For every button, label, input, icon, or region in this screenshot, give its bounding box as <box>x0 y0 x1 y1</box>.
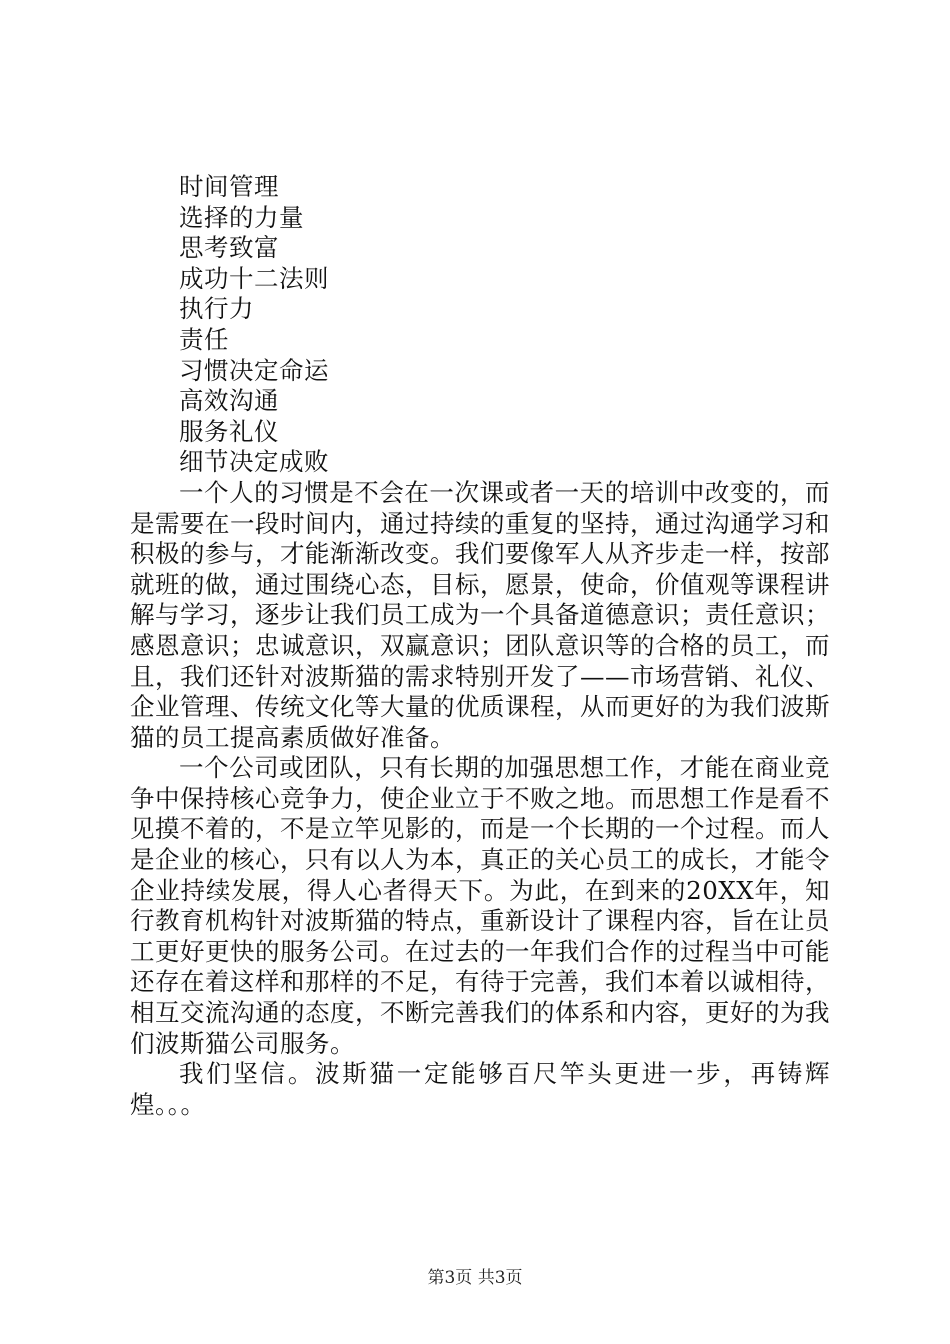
list-item: 服务礼仪 <box>179 416 279 446</box>
paragraph-company: 一个公司或团队，只有长期的加强思想工作，才能在商业竞争中保持核心竞争力，使企业立于不败之地。而思想工作是看不见摸不着的，不是立竿见影的，而是一个长期的一个过程。而人是企业的核心，只有以人为本，真正的关心员工的成长，才能令企业持续发展，得人心者得天下。为此，在到来的20XX年，知行教育机构针对波斯猫的特点，重新设计了课程内容，旨在让员工更好更快的服务公司。在过去的一年我们合作的过程当中可能还存在着这样和那样的不足，有待于完善，我们本着以诚相待，相互交流沟通的态度，不断完善我们的体系和内容，更好的为我们波斯猫公司服务。 <box>130 753 830 1058</box>
list-item: 思考致富 <box>179 233 279 263</box>
list-item: 执行力 <box>179 294 254 324</box>
paragraph-closing: 我们坚信。波斯猫一定能够百尺竿头更进一步，再铸辉煌。。。 <box>130 1059 830 1119</box>
list-item: 时间管理 <box>179 172 279 201</box>
list-item: 成功十二法则 <box>179 263 329 293</box>
page-number-footer: 第3页 共3页 <box>427 1268 523 1288</box>
list-item: 习惯决定命运 <box>179 355 329 385</box>
paragraph-habits: 一个人的习惯是不会在一次课或者一天的培训中改变的，而是需要在一段时间内，通过持续的重复的坚持，通过沟通学习和积极的参与，才能渐渐改变。我们要像军人从齐步走一样，按部就班的做，通过围绕心态，目标，愿景，使命，价值观等课程讲解与学习，逐步让我们员工成为一个具备道德意识；责任意识；感恩意识；忠诚意识，双赢意识；团队意识等的合格的员工，而且，我们还针对波斯猫的需求特别开发了——市场营销、礼仪、企业管理、传统文化等大量的优质课程，从而更好的为我们波斯猫的员工提高素质做好准备。 <box>130 477 830 752</box>
course-list <box>130 172 830 478</box>
list-item: 高效沟通 <box>179 386 279 416</box>
list-item: 责任 <box>179 324 229 354</box>
list-item: 选择的力量 <box>179 202 304 232</box>
list-item: 细节决定成败 <box>179 447 329 477</box>
document-body <box>130 172 830 1120</box>
